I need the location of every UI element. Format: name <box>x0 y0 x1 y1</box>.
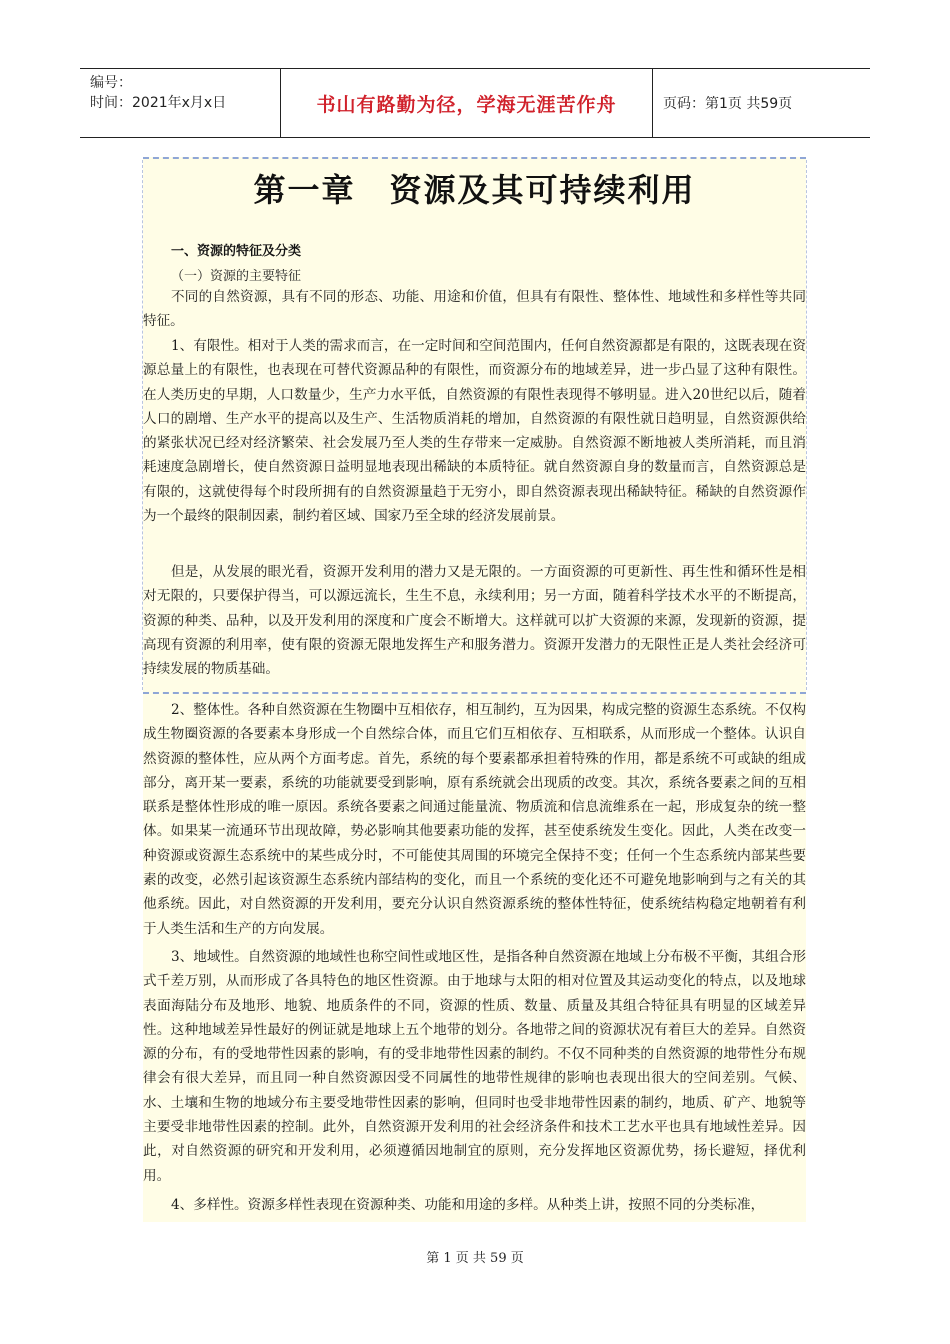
paragraph-potential: 但是，从发展的眼光看，资源开发利用的潜力又是无限的。一方面资源的可更新性、再生性和循环性是相对无限的，只要保护得当，可以源远流长，生生不息，永续利用；另一方面，随着科学技术水平的不断提高，资源的种类、品种，以及开发利用的深度和广度会不断增大。这样就可以扩大资源的来源，发现新的资源，提高现有资源的利用率，使有限的资源无限地发挥生产和服务潜力。资源开发潜力的无限性正是人类社会经济可持续发展的物质基础。 <box>143 564 806 678</box>
section-heading: 一、资源的特征及分类 <box>171 244 302 259</box>
header-motto: 书山有路勤为径，学海无涯苦作舟 <box>281 69 653 137</box>
highlight-box-right-edge <box>806 160 808 690</box>
chapter-title: 第一章 资源及其可持续利用 <box>253 171 696 209</box>
number-label: 编号： <box>90 75 132 91</box>
page-footer: 第 1 页 共 59 页 <box>426 1251 524 1266</box>
paragraph-regionality: 3、地域性。自然资源的地域性也称空间性或地区性，是指各种自然资源在地域上分布极不平衡，其组合形式千差万别，从而形成了各具特色的地区性资源。由于地球与太阳的相对位置及其运动变化的特点，以及地球表面海陆分布及地形、地貌、地质条件的不同，资源的性质、数量、质量及其组合特征具有明显的区域差异性。这种地域差异性最好的例证就是地球上五个地带的划分。各地带之间的资源状况有着巨大的差异。自然资源的分布，有的受地带性因素的影响，有的受非地带性因素的制约。不仅不同种类的自然资源的地带性分布规律会有很大差异，而且同一种自然资源因受不同属性的地带性规律的影响也表现出很大的空间差别。气候、水、土壤和生物的地域分布主要受地带性因素的影响，但同时也受非地带性因素的制约，地质、矿产、地貌等主要受非地带性因素的控制。此外，自然资源开发利用的社会经济条件和技术工艺水平也具有地域性差异。因此，对自然资源的研究和开发利用，必须遵循因地制宜的原则，充分发挥地区资源优势，扬长避短，择优利用。 <box>143 949 806 1184</box>
paragraph-finiteness: 1、有限性。相对于人类的需求而言，在一定时间和空间范围内，任何自然资源都是有限的，这既表现在资源总量上的有限性，也表现在可替代资源品种的有限性，而资源分布的地域差异，进一步凸显了这种有限性。在人类历史的早期，人口数量少，生产力水平低，自然资源的有限性表现得不够明显。进入20世纪以后，随着人口的剧增、生产水平的提高以及生产、生活物质消耗的增加，自然资源的有限性就日趋明显，自然资源供给的紧张状况已经对经济繁荣、社会发展乃至人类的生存带来一定威胁。自然资源不断地被人类所消耗，而且消耗速度急剧增长，使自然资源日益明显地表现出稀缺的本质特征。就自然资源自身的数量而言，自然资源总是有限的，这就使得每个时段所拥有的自然资源量趋于无穷小，即自然资源表现出稀缺特征。稀缺的自然资源作为一个最终的限制因素，制约着区域、国家乃至全球的经济发展前景。 <box>143 338 806 525</box>
header-meta <box>80 69 281 137</box>
header-page-info: 页码：第1页 共59页 <box>663 96 793 112</box>
page-header <box>80 68 870 138</box>
paragraph-diversity: 4、多样性。资源多样性表现在资源种类、功能和用途的多样。从种类上讲，按照不同的分类标准， <box>171 1197 765 1213</box>
date-label: 时间：2021年x月x日 <box>90 95 227 111</box>
paragraph-integrity: 2、整体性。各种自然资源在生物圈中互相依存，相互制约，互为因果，构成完整的资源生态系统。不仅构成生物圈资源的各要素本身形成一个自然综合体，而且它们互相依存、互相联系，从而形成一个整体。认识自然资源的整体性，应从两个方面考虑。首先，系统的每个要素都承担着特殊的作用，都是系统不可或缺的组成部分，离开某一要素，系统的功能就要受到影响，原有系统就会出现质的改变。其次，系统各要素之间的互相联系是整体性形成的唯一原因。系统各要素之间通过能量流、物质流和信息流维系在一起，形成复杂的统一整体。如果某一流通环节出现故障，势必影响其他要素功能的发挥，甚至使系统发生变化。因此，人类在改变一种资源或资源生态系统中的某些成分时，不可能使其周围的环境完全保持不变；任何一个生态系统内部某些要素的改变，必然引起该资源生态系统内部结构的变化，而且一个系统的变化还不可避免地影响到与之有关的其他系统。因此，对自然资源的开发利用，要充分认识自然资源系统的整体性特征，使系统结构稳定地朝着有利于人类生活和生产的方向发展。 <box>143 702 806 937</box>
subsection-heading: （一）资源的主要特征 <box>171 269 302 284</box>
paragraph-intro: 不同的自然资源，具有不同的形态、功能、用途和价值，但具有有限性、整体性、地域性和多样性等共同特征。 <box>143 289 806 330</box>
